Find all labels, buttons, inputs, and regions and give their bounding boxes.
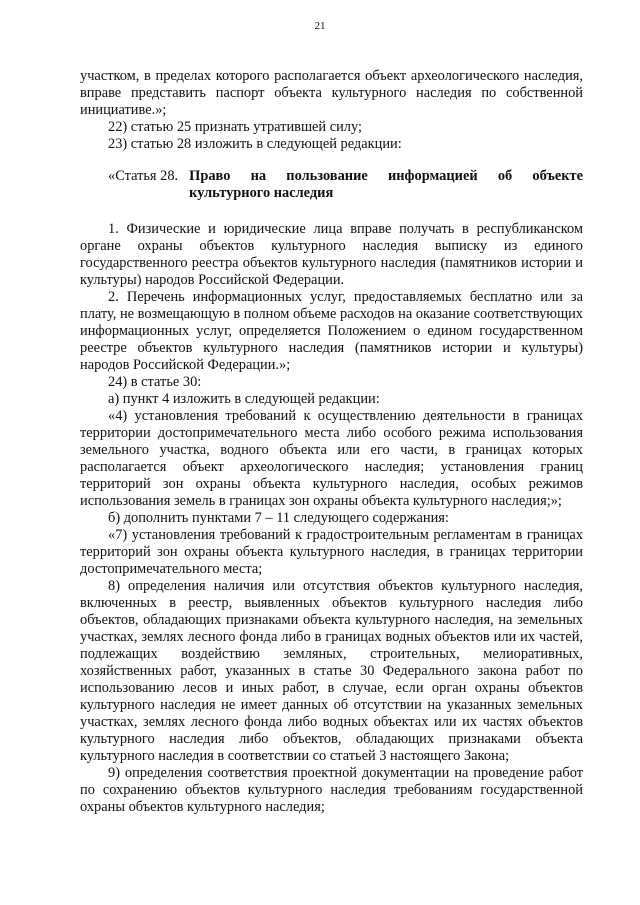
document-body <box>80 68 583 816</box>
article-heading <box>80 168 583 202</box>
paragraph-point-8: 8) определения наличия или отсутствия объектов культурного наследия, включенных в реестр, выявленных объектов культурного наследия либо объектов, обладающих признаками объекта культурного наследия, на земельных участках, землях лесного фонда либо в границах водных объектов или их частей, подлежащих воздействию земляных, строительных, мелиоративных, хозяйственных работ, указанных в статье 30 Федерального закона работ по использованию лесов и иных работ, в случае, если орган охраны объектов культурного наследия не имеет данных об отсутствии на указанных земельных участках, землях лесного фонда либо водных объектах или их частях объектов культурного наследия либо объектов, обладающих признаками объекта культурного наследия в соответствии со статьей 3 настоящего Закона; <box>80 578 583 764</box>
paragraph-item-23: 23) статью 28 изложить в следующей редакции: <box>108 136 402 152</box>
paragraph-sub-b: б) дополнить пунктами 7 – 11 следующего содержания: <box>108 510 449 526</box>
page-number: 21 <box>314 20 326 32</box>
paragraph-item-24: 24) в статье 30: <box>108 374 202 390</box>
paragraph-sub-a: а) пункт 4 изложить в следующей редакции: <box>108 391 380 407</box>
paragraph-continuation: участком, в пределах которого располагается объект археологического наследия, вправе представить паспорт объекта культурного наследия по собственной инициативе.»; <box>80 68 583 118</box>
paragraph-point-9: 9) определения соответствия проектной документации на проведение работ по сохранению объектов культурного наследия требованиям государственной охраны объектов культурного наследия; <box>80 765 583 815</box>
paragraph-article-1: 1. Физические и юридические лица вправе получать в республиканском органе охраны объектов культурного наследия выписку из единого государственного реестра объектов культурного наследия (памятников истории и культуры) народов Российской Федерации. <box>80 221 583 288</box>
paragraph-point-4: «4) установления требований к осуществлению деятельности в границах территории достопримечательного места либо особого режима использования земельного участка, водного объекта или его части, в границах которых располагается объект археологического наследия; установления границ территорий зон охраны объекта культурного наследия, особых режимов использования земель в границах зон охраны объекта культурного наследия;»; <box>80 408 583 509</box>
paragraph-point-7: «7) установления требований к градостроительным регламентам в границах территорий зон охраны объекта культурного наследия, в границах территории достопримечательного места; <box>80 527 583 577</box>
paragraph-article-2: 2. Перечень информационных услуг, предоставляемых бесплатно или за плату, не возмещающую в полном объеме расходов на оказание соответствующих информационных услуг, определяется Положением о едином государственном реестре объектов культурного наследия (памятников истории и культуры) народов Российской Федерации.»; <box>80 289 583 373</box>
paragraph-item-22: 22) статью 25 признать утратившей силу; <box>108 119 362 135</box>
article-label: «Статья 28. <box>108 168 179 184</box>
article-title: Право на пользование информацией об объекте культурного наследия <box>189 168 583 201</box>
